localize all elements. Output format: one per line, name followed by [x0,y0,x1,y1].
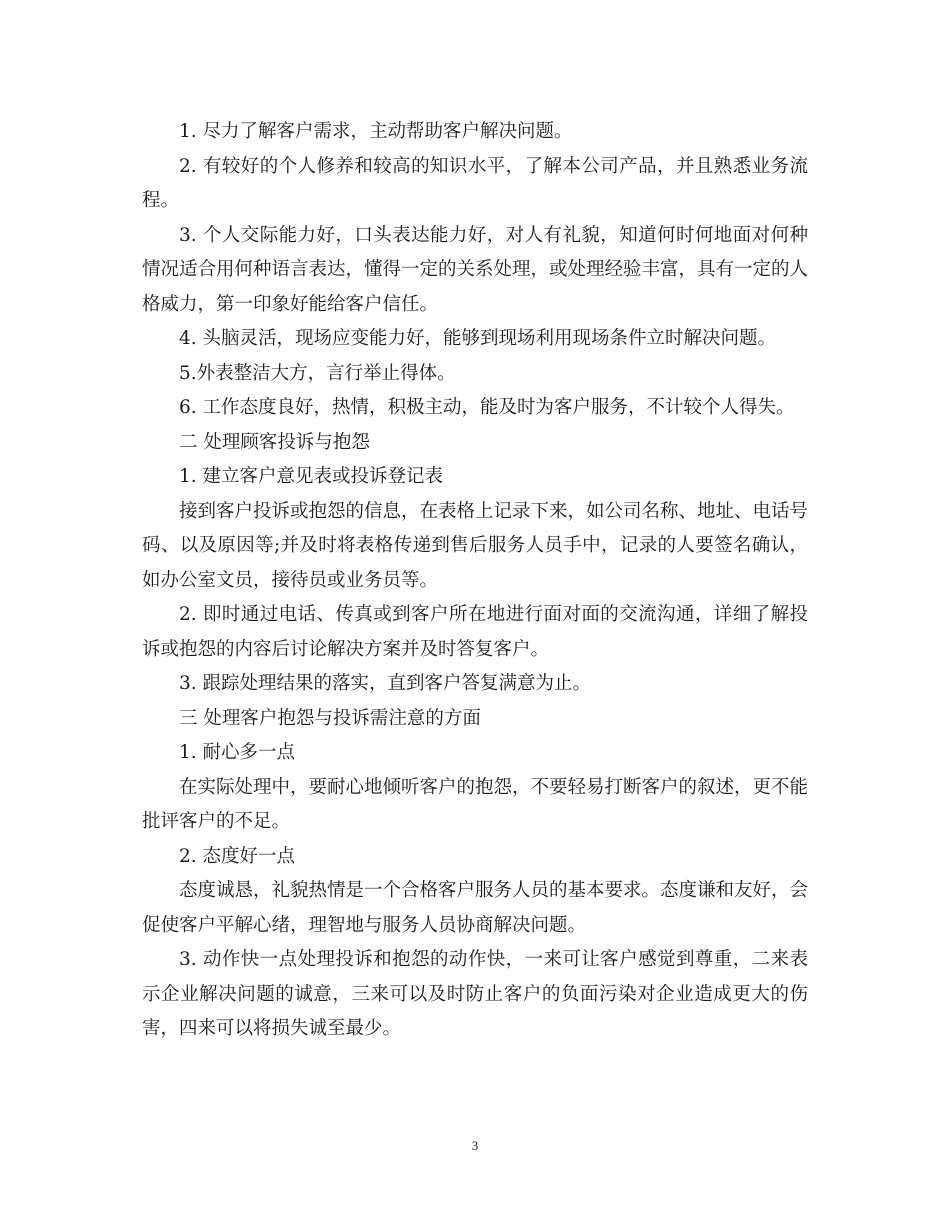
document-body [142,115,808,1047]
subheading-2-3: 3. 跟踪处理结果的落实，直到客户答复满意为止。 [179,673,592,694]
body-paragraph: 态度诚恳，礼貌热情是一个合格客户服务人员的基本要求。态度谦和友好，会促使客户平解心绪，理智地与服务人员协商解决问题。 [142,880,809,936]
list-item-5: 5.外表整洁大方，言行举止得体。 [179,362,456,384]
page-number: 3 [471,1138,479,1153]
subheading-3-2: 2. 态度好一点 [179,845,296,867]
list-item-6: 6. 工作态度良好，热情，积极主动，能及时为客户服务，不计较个人得失。 [179,397,795,418]
subheading-2-2: 2. 即时通过电话、传真或到客户所在地进行面对面的交流沟通，详细了解投诉或抱怨的内容后讨论解决方案并及时答复客户。 [142,604,808,660]
section-heading-3: 三 处理客户抱怨与投诉需注意的方面 [179,707,481,729]
subheading-3-1: 1. 耐心多一点 [179,742,296,763]
subheading-2-1: 1. 建立客户意见表或投诉登记表 [179,466,444,487]
list-item-3: 3. 个人交际能力好，口头表达能力好，对人有礼貌，知道何时何地面对何种情况适合用何种语言表达，懂得一定的关系处理，或处理经验丰富，具有一定的人格威力，第一印象好能给客户信任。 [142,224,809,315]
subheading-3-3: 3. 动作快一点处理投诉和抱怨的动作快，一来可让客户感觉到尊重，二来表示企业解决问题的诚意，三来可以及时防止客户的负面污染对企业造成更大的伤害，四来可以将损失诚至最少。 [142,949,808,1039]
list-item-2: 2. 有较好的个人修养和较高的知识水平，了解本公司产品，并且熟悉业务流程。 [142,155,808,211]
list-item-4: 4. 头脑灵活，现场应变能力好，能够到现场利用现场条件立时解决问题。 [179,328,777,349]
section-heading-2: 二 处理顾客投诉与抱怨 [179,431,370,453]
body-paragraph: 在实际处理中，要耐心地倾听客户的抱怨，不要轻易打断客户的叙述，更不能批评客户的不足。 [142,776,809,832]
list-item-1: 1. 尽力了解客户需求，主动帮助客户解决问题。 [179,121,573,142]
body-paragraph: 接到客户投诉或抱怨的信息，在表格上记录下来，如公司名称、地址、电话号码、以及原因等;并及时将表格传递到售后服务人员手中，记录的人要签名确认，如办公室文员，接待员或业务员等。 [142,500,809,591]
